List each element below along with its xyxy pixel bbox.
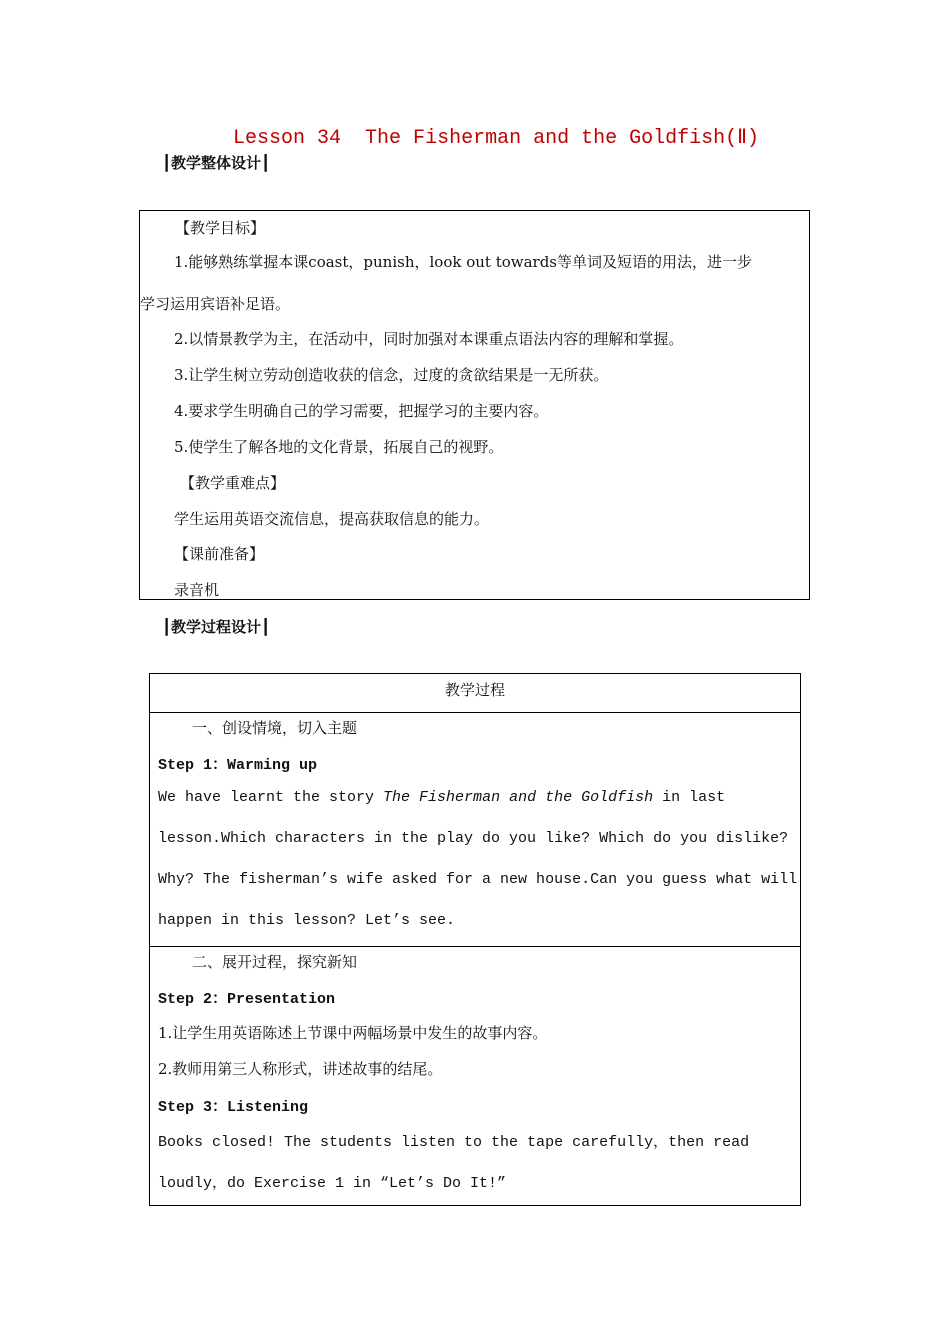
warming-up-line-1: We have learnt the story The Fisherman and the Goldfish in last (158, 789, 726, 806)
presentation-item-1: 1.让学生用英语陈述上节课中两幅场景中发生的故事内容。 (158, 1024, 548, 1042)
preparation-text: 录音机 (174, 581, 220, 599)
objective-item-2: 2.以情景教学为主，在活动中，同时加强对本课重点语法内容的理解和掌握。 (174, 330, 684, 348)
key-points-heading: 【教学重难点】 (180, 474, 286, 492)
objective-item-4: 4.要求学生明确自己的学习需要，把握学习的主要内容。 (174, 402, 549, 420)
presentation-item-2: 2.教师用第三人称形式，讲述故事的结尾。 (158, 1060, 443, 1078)
objective-item-1: 1.能够熟练掌握本课coast，punish，look out towards等单词及短语的用法，进一步 (174, 253, 753, 271)
part2-heading: 二、展开过程，探究新知 (192, 953, 358, 971)
overall-design-heading: ┃教学整体设计┃ (162, 154, 271, 172)
lesson-title: Lesson 34 The Fisherman and the Goldfish(Ⅱ) (233, 127, 759, 150)
story-title: The Fisherman and the Goldfish (383, 789, 654, 806)
objective-item-1-cont: 学习运用宾语补足语。 (140, 295, 291, 313)
objective-item-3: 3.让学生树立劳动创造收获的信念，过度的贪欲结果是一无所获。 (174, 366, 609, 384)
warming-up-line-2: lesson.Which characters in the play do you like? Which do you dislike? (158, 830, 789, 847)
key-points-text: 学生运用英语交流信息，提高获取信息的能力。 (174, 510, 490, 528)
step1-heading: Step 1：Warming up (158, 757, 318, 774)
preparation-heading: 【课前准备】 (174, 545, 265, 563)
step2-heading: Step 2：Presentation (158, 991, 336, 1008)
process-design-heading: ┃教学过程设计┃ (162, 618, 271, 636)
listening-line-2: loudly，do Exercise 1 in “Let’s Do It!” (158, 1175, 507, 1192)
warming-up-line-3: Why? The fisherman’s wife asked for a new house.Can you guess what will (158, 871, 798, 888)
objective-item-5: 5.使学生了解各地的文化背景，拓展自己的视野。 (174, 438, 504, 456)
process-table (149, 673, 801, 1206)
step3-heading: Step 3：Listening (158, 1099, 309, 1116)
table-divider (150, 712, 800, 713)
warming-up-line-4: happen in this lesson? Let’s see. (158, 912, 456, 929)
process-table-header: 教学过程 (444, 681, 505, 699)
objectives-heading: 【教学目标】 (175, 219, 266, 237)
part1-heading: 一、创设情境，切入主题 (192, 719, 358, 737)
table-divider (150, 946, 800, 947)
listening-line-1: Books closed! The students listen to the tape carefully，then read (158, 1134, 750, 1151)
objectives-box (139, 210, 810, 600)
